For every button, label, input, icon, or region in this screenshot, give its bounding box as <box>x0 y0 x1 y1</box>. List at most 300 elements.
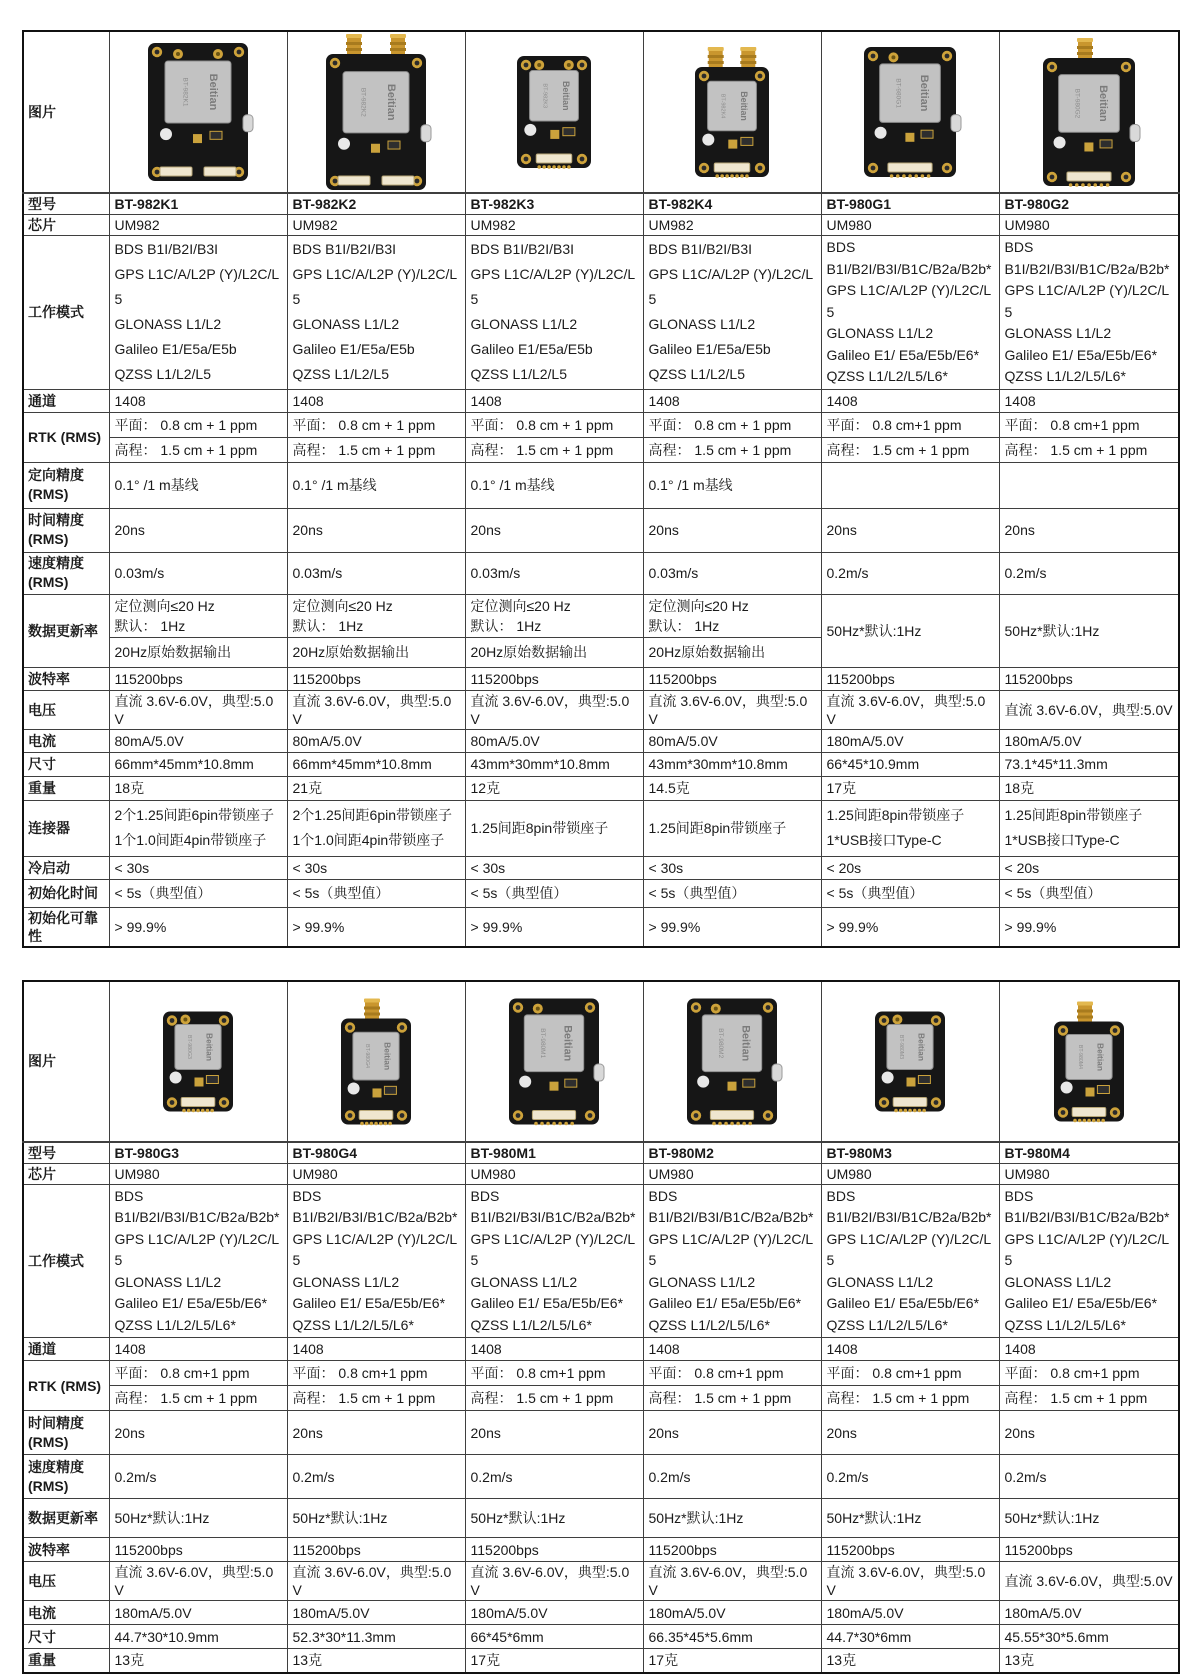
cell-work_mode <box>465 1184 643 1338</box>
cell-image <box>109 31 287 193</box>
rf-shield <box>702 1014 761 1071</box>
cell-baud: 115200bps <box>109 1538 287 1562</box>
cell-line: Galileo E1/E5a/E5b <box>470 341 593 358</box>
cell-heading_acc: 0.1° /1 m基线 <box>643 462 821 508</box>
spec-table-1 <box>22 30 1180 948</box>
cell-rtk_plane: 平面： 0.8 cm+1 ppm <box>287 1361 465 1386</box>
cell-image <box>643 981 821 1142</box>
cell-baud: 115200bps <box>643 1538 821 1562</box>
row-label-line: (RMS) <box>28 574 69 590</box>
row-label: 电流 <box>23 729 109 752</box>
cell-speed_acc: 0.03m/s <box>643 552 821 594</box>
battery <box>875 127 887 139</box>
cell-line: QZSS L1/L2/L5/L6* <box>1004 1316 1126 1333</box>
cell-channels: 1408 <box>109 389 287 412</box>
component <box>1085 1087 1094 1096</box>
row-label: 工作模式 <box>23 236 109 390</box>
usb-c-connector-icon <box>243 115 253 132</box>
cell-line: Galileo E1/E5a/E5b <box>114 341 237 358</box>
cell-update_a <box>643 594 821 637</box>
cell-line: BDS B1I/B2I/B3I <box>292 241 396 258</box>
row-label: RTK (RMS) <box>23 412 109 462</box>
cell-line: Galileo E1/ E5a/E5b/E6* <box>114 1295 268 1311</box>
module-board-image <box>822 982 998 1141</box>
cell-line: BDS <box>470 1187 500 1204</box>
cell-chip: UM982 <box>287 215 465 236</box>
cell-voltage: 直流 3.6V-6.0V，典型:5.0V <box>643 1562 821 1601</box>
cell-init_time: < 5s（典型值） <box>821 879 999 907</box>
spec-row <box>23 1411 1179 1455</box>
spec-row <box>23 1386 1179 1411</box>
brand-label: Beitian <box>561 1024 574 1061</box>
row-label: 电压 <box>23 690 109 729</box>
rf-shield <box>524 1014 583 1071</box>
spec-row <box>23 552 1179 594</box>
cell-init_time: < 5s（典型值） <box>999 879 1179 907</box>
cell-line: GPS L1C/A/L2P (Y)/L2C/L5 <box>470 1230 636 1268</box>
cell-current: 180mA/5.0V <box>465 1601 643 1625</box>
battery <box>170 1071 182 1083</box>
cell-work_mode <box>643 1184 821 1338</box>
cell-line: QZSS L1/L2/L5/L6* <box>292 1316 414 1333</box>
cell-line: 2个1.25间距6pin带锁座子 <box>292 807 453 823</box>
module-board-image <box>110 982 286 1141</box>
spec-row <box>23 800 1179 856</box>
cell-baud: 115200bps <box>465 1538 643 1562</box>
cell-time_acc: 20ns <box>821 508 999 552</box>
cell-heading_acc: 0.1° /1 m基线 <box>465 462 643 508</box>
cell-line: GPS L1C/A/L2P (Y)/L2C/L5 <box>1004 282 1170 320</box>
cell-line: BDS <box>114 1187 144 1204</box>
row-label: 工作模式 <box>23 1184 109 1338</box>
cell-chip: UM980 <box>999 215 1179 236</box>
cell-line: QZSS L1/L2/L5 <box>470 366 568 383</box>
spec-row <box>23 1338 1179 1361</box>
cell-update: 50Hz*默认:1Hz <box>821 1499 999 1538</box>
model-label: BT-982K2 <box>359 87 367 117</box>
row-label <box>23 552 109 594</box>
cell-line: BDS <box>826 1187 856 1204</box>
cell-work_mode <box>821 236 999 390</box>
cell-weight: 18克 <box>999 776 1179 800</box>
battery <box>1060 1081 1072 1093</box>
cell-line: GLONASS L1/L2 <box>114 1273 222 1290</box>
battery <box>524 124 536 136</box>
row-label: 型号 <box>23 1142 109 1164</box>
cell-current: 180mA/5.0V <box>109 1601 287 1625</box>
battery <box>1053 136 1065 148</box>
component <box>550 1081 559 1090</box>
cell-work_mode <box>287 1184 465 1338</box>
cell-chip: UM982 <box>465 215 643 236</box>
cell-rtk_height: 高程： 1.5 cm + 1 ppm <box>643 437 821 462</box>
pin-connector-icon <box>181 1097 215 1106</box>
cell-speed_acc: 0.03m/s <box>465 552 643 594</box>
cell-line: GLONASS L1/L2 <box>470 316 578 333</box>
cell-line: GLONASS L1/L2 <box>292 1273 400 1290</box>
cell-line: 2个1.25间距6pin带锁座子 <box>114 807 275 823</box>
cell-init_reliability: > 99.9% <box>287 907 465 947</box>
row-label: 芯片 <box>23 1163 109 1184</box>
cell-time_acc: 20ns <box>643 508 821 552</box>
cell-connector <box>821 800 999 856</box>
cell-work_mode <box>999 1184 1179 1338</box>
cell-update_b: 20Hz原始数据输出 <box>643 637 821 667</box>
model-label: BT-982K3 <box>541 83 548 109</box>
cell-line: GLONASS L1/L2 <box>1004 1273 1112 1290</box>
cell-update: 50Hz*默认:1Hz <box>465 1499 643 1538</box>
cell-baud: 115200bps <box>821 1538 999 1562</box>
module-board-image <box>466 32 642 192</box>
cell-connector <box>109 800 287 856</box>
model-label: BT-980M2 <box>716 1027 724 1058</box>
cell-init_reliability: > 99.9% <box>999 907 1179 947</box>
cell-weight: 14.5克 <box>643 776 821 800</box>
cell-current: 180mA/5.0V <box>821 729 999 752</box>
model-label: BT-982K1 <box>181 77 189 107</box>
cell-size: 73.1*45*11.3mm <box>999 752 1179 776</box>
cell-line: GPS L1C/A/L2P (Y)/L2C/L5 <box>114 1230 280 1268</box>
cell-line: GPS L1C/A/L2P (Y)/L2C/L5 <box>114 266 280 308</box>
cell-line: B1I/B2I/B3I/B1C/B2a/B2b* <box>1004 1209 1170 1225</box>
row-label: 通道 <box>23 389 109 412</box>
cell-time_acc: 20ns <box>999 508 1179 552</box>
cell-time_acc: 20ns <box>643 1411 821 1455</box>
cell-line: 1.25间距8pin带锁座子 <box>1004 807 1143 823</box>
spec-row <box>23 856 1179 879</box>
cell-work_mode <box>999 236 1179 390</box>
cell-update_a <box>465 594 643 637</box>
model-label: BT-980G4 <box>363 1043 370 1068</box>
spec-table-2 <box>22 980 1180 1674</box>
cell-time_acc: 20ns <box>287 1411 465 1455</box>
cell-current: 80mA/5.0V <box>643 729 821 752</box>
cell-line: QZSS L1/L2/L5/L6* <box>114 1316 236 1333</box>
cell-speed_acc: 0.2m/s <box>821 1455 999 1499</box>
cell-line: Galileo E1/E5a/E5b <box>292 341 415 358</box>
row-label: 波特率 <box>23 667 109 690</box>
cell-rtk_height: 高程： 1.5 cm + 1 ppm <box>821 437 999 462</box>
cell-line: 1个1.0间距4pin带锁座子 <box>114 832 267 848</box>
spec-row <box>23 1538 1179 1562</box>
cell-line: Galileo E1/E5a/E5b <box>648 341 771 358</box>
brand-label: Beitian <box>738 91 749 121</box>
cell-current: 180mA/5.0V <box>643 1601 821 1625</box>
cell-current: 180mA/5.0V <box>999 729 1179 752</box>
pin-connector-icon <box>338 176 370 185</box>
cell-model: BT-982K3 <box>465 193 643 215</box>
model-label: BT-982K4 <box>719 93 726 119</box>
cell-current: 180mA/5.0V <box>287 1601 465 1625</box>
row-label <box>23 508 109 552</box>
cell-rtk_height: 高程： 1.5 cm + 1 ppm <box>287 1386 465 1411</box>
cell-size: 66*45*10.9mm <box>821 752 999 776</box>
row-label: 图片 <box>23 31 109 193</box>
row-label: 通道 <box>23 1338 109 1361</box>
cell-image <box>643 31 821 193</box>
cell-line: Galileo E1/ E5a/E5b/E6* <box>470 1295 624 1311</box>
cell-model: BT-982K2 <box>287 193 465 215</box>
cell-time_acc: 20ns <box>999 1411 1179 1455</box>
row-label-line: (RMS) <box>28 486 69 502</box>
cell-weight: 17克 <box>643 1649 821 1673</box>
cell-rtk_plane: 平面： 0.8 cm+1 ppm <box>643 1361 821 1386</box>
cell-work_mode <box>109 1184 287 1338</box>
cell-line: GPS L1C/A/L2P (Y)/L2C/L5 <box>470 266 636 308</box>
cell-model: BT-982K4 <box>643 193 821 215</box>
row-label: 数据更新率 <box>23 1499 109 1538</box>
cell-rtk_height: 高程： 1.5 cm + 1 ppm <box>999 1386 1179 1411</box>
cell-update: 50Hz*默认:1Hz <box>643 1499 821 1538</box>
cell-chip: UM980 <box>287 1163 465 1184</box>
cell-weight: 13克 <box>287 1649 465 1673</box>
usb-c-connector-icon <box>1130 125 1140 142</box>
module-board-image <box>1001 32 1177 192</box>
brand-label: Beitian <box>560 80 571 111</box>
cell-channels: 1408 <box>821 1338 999 1361</box>
cell-line: GPS L1C/A/L2P (Y)/L2C/L5 <box>826 1230 992 1268</box>
row-label <box>23 1411 109 1455</box>
row-label-line: 时间精度 <box>28 512 84 528</box>
cell-rtk_height: 高程： 1.5 cm + 1 ppm <box>287 437 465 462</box>
row-label: 型号 <box>23 193 109 215</box>
cell-line: 默认： 1Hz <box>114 617 186 634</box>
row-label: 数据更新率 <box>23 594 109 667</box>
cell-channels: 1408 <box>287 1338 465 1361</box>
cell-line: 1个1.0间距4pin带锁座子 <box>292 832 445 848</box>
spec-row <box>23 1455 1179 1499</box>
cell-rtk_plane: 平面： 0.8 cm + 1 ppm <box>643 412 821 437</box>
cell-weight: 17克 <box>821 776 999 800</box>
cell-size: 43mm*30mm*10.8mm <box>643 752 821 776</box>
cell-rtk_height: 高程： 1.5 cm + 1 ppm <box>109 437 287 462</box>
cell-line: GLONASS L1/L2 <box>470 1273 578 1290</box>
spec-row <box>23 1499 1179 1538</box>
image-row <box>23 981 1179 1142</box>
cell-connector <box>643 800 821 856</box>
cell-init_reliability: > 99.9% <box>821 907 999 947</box>
cell-work_mode <box>643 236 821 390</box>
cell-channels: 1408 <box>465 1338 643 1361</box>
cell-time_acc: 20ns <box>465 1411 643 1455</box>
cell-cold_start: < 30s <box>465 856 643 879</box>
cell-baud: 115200bps <box>999 1538 1179 1562</box>
cell-time_acc: 20ns <box>465 508 643 552</box>
row-label-line: (RMS) <box>28 1477 69 1494</box>
cell-model: BT-980M4 <box>999 1142 1179 1164</box>
cell-voltage: 直流 3.6V-6.0V，典型:5.0V <box>821 690 999 729</box>
cell-line: 1.25间距8pin带锁座子 <box>470 819 609 836</box>
cell-line: GPS L1C/A/L2P (Y)/L2C/L5 <box>648 1230 814 1268</box>
brand-label: Beitian <box>916 1032 927 1061</box>
cell-connector <box>465 800 643 856</box>
cell-chip: UM980 <box>465 1163 643 1184</box>
cell-init_reliability: > 99.9% <box>465 907 643 947</box>
spec-row <box>23 1562 1179 1601</box>
cell-line: QZSS L1/L2/L5 <box>114 366 212 383</box>
cell-heading_acc: 0.1° /1 m基线 <box>287 462 465 508</box>
cell-line: QZSS L1/L2/L5 <box>648 366 746 383</box>
brand-label: Beitian <box>1095 1042 1106 1071</box>
cell-line: 定位测向≤20 Hz <box>648 597 749 614</box>
cell-line: 默认： 1Hz <box>470 617 542 634</box>
component <box>905 133 914 142</box>
cell-size: 43mm*30mm*10.8mm <box>465 752 643 776</box>
cell-weight: 21克 <box>287 776 465 800</box>
cell-baud: 115200bps <box>821 667 999 690</box>
cell-image <box>287 31 465 193</box>
cell-line: QZSS L1/L2/L5/L6* <box>826 1316 948 1333</box>
model-label: BT-980M1 <box>538 1027 546 1058</box>
row-label: 初始化时间 <box>23 879 109 907</box>
cell-init_time: < 5s（典型值） <box>287 879 465 907</box>
cell-line: BDS <box>1004 239 1034 255</box>
cell-model: BT-980G4 <box>287 1142 465 1164</box>
pin-connector-icon <box>714 163 750 172</box>
row-label-line: (RMS) <box>28 531 69 547</box>
cell-rtk_plane: 平面： 0.8 cm + 1 ppm <box>287 412 465 437</box>
cell-size: 45.55*30*5.6mm <box>999 1625 1179 1649</box>
cell-voltage: 直流 3.6V-6.0V，典型:5.0V <box>465 1562 643 1601</box>
pin-connector-icon <box>532 1110 575 1119</box>
cell-line: B1I/B2I/B3I/B1C/B2a/B2b* <box>470 1209 636 1225</box>
component <box>728 140 737 149</box>
cell-rtk_height: 高程： 1.5 cm + 1 ppm <box>465 437 643 462</box>
cell-line: B1I/B2I/B3I/B1C/B2a/B2b* <box>1004 260 1170 277</box>
cell-line: 默认： 1Hz <box>292 617 364 634</box>
cell-voltage: 直流 3.6V-6.0V，典型:5.0V <box>287 1562 465 1601</box>
cell-current: 180mA/5.0V <box>821 1601 999 1625</box>
cell-cold_start: < 30s <box>109 856 287 879</box>
brand-label: Beitian <box>204 1032 215 1061</box>
cell-update_a <box>287 594 465 637</box>
spec-row <box>23 193 1179 215</box>
row-label: 图片 <box>23 981 109 1142</box>
cell-time_acc: 20ns <box>109 508 287 552</box>
pin-connector-icon <box>536 154 572 163</box>
cell-rtk_plane: 平面： 0.8 cm+1 ppm <box>465 1361 643 1386</box>
cell-line: BDS <box>648 1187 678 1204</box>
model-label: BT-980G2 <box>1073 88 1081 119</box>
cell-weight: 13克 <box>999 1649 1179 1673</box>
row-label <box>23 462 109 508</box>
row-label: 重量 <box>23 776 109 800</box>
cell-voltage: 直流 3.6V-6.0V，典型:5.0V <box>109 1562 287 1601</box>
cell-voltage: 直流 3.6V-6.0V，典型:5.0V <box>999 1562 1179 1601</box>
cell-line: BDS B1I/B2I/B3I <box>470 241 574 258</box>
cell-line: B1I/B2I/B3I/B1C/B2a/B2b* <box>648 1209 814 1225</box>
row-label: 重量 <box>23 1649 109 1673</box>
cell-line: Galileo E1/ E5a/E5b/E6* <box>648 1295 802 1311</box>
cell-image <box>999 31 1179 193</box>
spec-row <box>23 776 1179 800</box>
battery <box>338 138 350 150</box>
component <box>907 1077 916 1086</box>
component <box>195 1077 204 1086</box>
cell-line: B1I/B2I/B3I/B1C/B2a/B2b* <box>826 260 992 277</box>
cell-channels: 1408 <box>999 1338 1179 1361</box>
cell-rtk_plane: 平面： 0.8 cm+1 ppm <box>821 1361 999 1386</box>
spec-row <box>23 667 1179 690</box>
cell-rtk_plane: 平面： 0.8 cm+1 ppm <box>999 1361 1179 1386</box>
cell-connector <box>999 800 1179 856</box>
cell-line: BDS B1I/B2I/B3I <box>114 241 218 258</box>
cell-init_time: < 5s（典型值） <box>109 879 287 907</box>
pin-connector-icon <box>160 167 192 176</box>
cell-connector <box>287 800 465 856</box>
image-row <box>23 31 1179 193</box>
model-label: BT-980G3 <box>185 1034 192 1059</box>
cell-line: Galileo E1/ E5a/E5b/E6* <box>826 1295 980 1311</box>
cell-baud: 115200bps <box>465 667 643 690</box>
cell-rtk_plane: 平面： 0.8 cm+1 ppm <box>999 412 1179 437</box>
cell-line: BDS <box>1004 1187 1034 1204</box>
cell-update_b: 20Hz原始数据输出 <box>109 637 287 667</box>
spec-row <box>23 1361 1179 1386</box>
cell-rtk_plane: 平面： 0.8 cm+1 ppm <box>821 412 999 437</box>
cell-update: 50Hz*默认:1Hz <box>999 1499 1179 1538</box>
cell-line: Galileo E1/ E5a/E5b/E6* <box>1004 346 1158 363</box>
cell-weight: 18克 <box>109 776 287 800</box>
cell-init_reliability: > 99.9% <box>109 907 287 947</box>
brand-label: Beitian <box>382 1041 393 1070</box>
cell-update_merged: 50Hz*默认:1Hz <box>821 594 999 667</box>
cell-chip: UM980 <box>643 1163 821 1184</box>
cell-weight: 17克 <box>465 1649 643 1673</box>
pin-connector-icon <box>1067 172 1111 181</box>
brand-label: Beitian <box>384 83 397 121</box>
cell-image <box>821 31 999 193</box>
cell-chip: UM980 <box>821 1163 999 1184</box>
cell-image <box>465 981 643 1142</box>
cell-time_acc: 20ns <box>109 1411 287 1455</box>
cell-line: GPS L1C/A/L2P (Y)/L2C/L5 <box>292 266 458 308</box>
spec-row <box>23 690 1179 729</box>
module-board-image <box>822 32 998 192</box>
cell-line: QZSS L1/L2/L5/L6* <box>826 368 948 384</box>
cell-init_time: < 5s（典型值） <box>643 879 821 907</box>
cell-heading_acc <box>999 462 1179 508</box>
cell-current: 80mA/5.0V <box>109 729 287 752</box>
cell-speed_acc: 0.2m/s <box>999 1455 1179 1499</box>
cell-time_acc: 20ns <box>287 508 465 552</box>
cell-cold_start: < 20s <box>821 856 999 879</box>
cell-image <box>999 981 1179 1142</box>
row-label <box>23 1455 109 1499</box>
model-label: BT-980M4 <box>1076 1044 1083 1069</box>
cell-speed_acc: 0.2m/s <box>109 1455 287 1499</box>
spec-row <box>23 389 1179 412</box>
cell-channels: 1408 <box>643 1338 821 1361</box>
rf-shield <box>1058 75 1119 133</box>
cell-line: GPS L1C/A/L2P (Y)/L2C/L5 <box>1004 1230 1170 1268</box>
module-board-image <box>110 32 286 192</box>
cell-size: 52.3*30*11.3mm <box>287 1625 465 1649</box>
component <box>371 144 380 153</box>
cell-channels: 1408 <box>643 389 821 412</box>
cell-size: 44.7*30*6mm <box>821 1625 999 1649</box>
cell-size: 66mm*45mm*10.8mm <box>287 752 465 776</box>
cell-line: 默认： 1Hz <box>648 617 720 634</box>
cell-chip: UM982 <box>643 215 821 236</box>
cell-model: BT-980M1 <box>465 1142 643 1164</box>
cell-cold_start: < 20s <box>999 856 1179 879</box>
cell-voltage: 直流 3.6V-6.0V，典型:5.0V <box>821 1562 999 1601</box>
cell-work_mode <box>287 236 465 390</box>
cell-size: 66.35*45*5.6mm <box>643 1625 821 1649</box>
cell-line: BDS B1I/B2I/B3I <box>648 241 752 258</box>
cell-current: 80mA/5.0V <box>465 729 643 752</box>
